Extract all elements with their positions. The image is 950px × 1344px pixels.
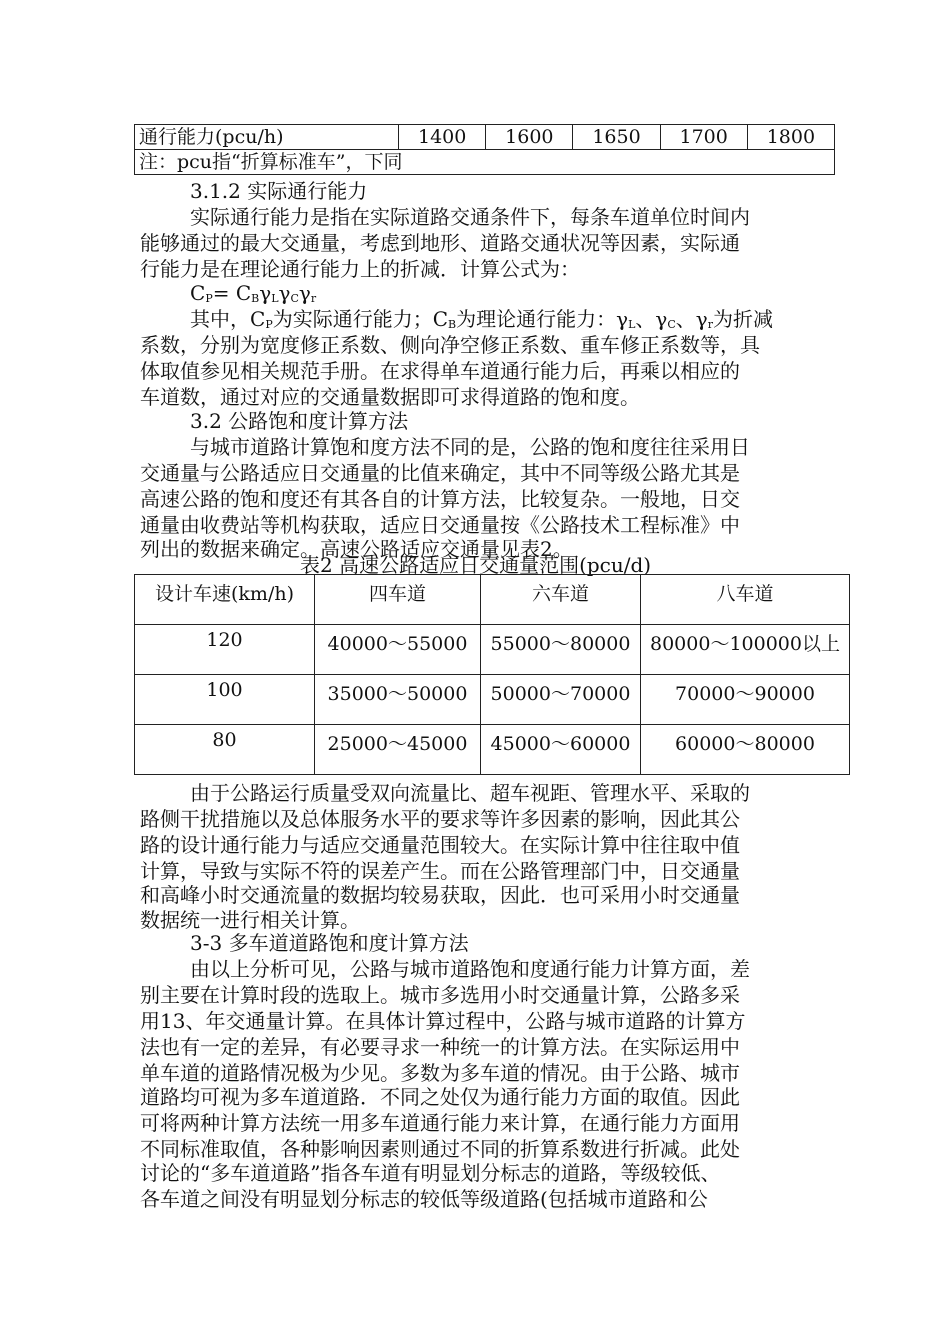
table-row bbox=[135, 125, 835, 150]
table-cell: 70000～90000 bbox=[641, 675, 850, 725]
table-cell: 1600 bbox=[486, 125, 573, 150]
paragraph-line: 通量由收费站等机构获取，适应日交通量按《公路技术工程标准》中 bbox=[140, 513, 740, 537]
paragraph-line: 路侧干扰措施以及总体服务水平的要求等许多因素的影响，因此其公 bbox=[140, 807, 740, 831]
paragraph-line: 法也有一定的差异，有必要寻求一种统一的计算方法。在实际运用中 bbox=[140, 1035, 740, 1059]
section-heading: 3-3 多车道道路饱和度计算方法 bbox=[190, 931, 469, 955]
paragraph-line: 数据统一进行相关计算。 bbox=[140, 908, 360, 932]
paragraph-line: 行能力是在理论通行能力上的折减．计算公式为： bbox=[140, 257, 580, 281]
section-heading: 3.1.2 实际通行能力 bbox=[190, 179, 368, 203]
table-header-cell: 四车道 bbox=[315, 575, 481, 625]
paragraph-line: 计算，导致与实际不符的误差产生。而在公路管理部门中，日交通量 bbox=[140, 859, 740, 883]
table-cell: 80000～100000以上 bbox=[641, 625, 850, 675]
section-heading: 3.2 公路饱和度计算方法 bbox=[190, 409, 409, 433]
paragraph-line: 与城市道路计算饱和度方法不同的是，公路的饱和度往往采用日 bbox=[190, 435, 750, 459]
table-cell: 1650 bbox=[573, 125, 660, 150]
paragraph-line: 能够通过的最大交通量，考虑到地形、道路交通状况等因素，实际通 bbox=[140, 231, 740, 255]
table-cell: 通行能力(pcu/h) bbox=[135, 125, 399, 150]
table-cell: 100 bbox=[135, 675, 315, 725]
paragraph-line: 由于公路运行质量受双向流量比、超车视距、管理水平、采取的 bbox=[190, 781, 750, 805]
table-cell: 55000～80000 bbox=[481, 625, 641, 675]
table-header-row bbox=[135, 575, 850, 625]
table-cell: 45000～60000 bbox=[481, 725, 641, 775]
table-cell: 1700 bbox=[660, 125, 747, 150]
paragraph-line: 道路均可视为多车道道路．不同之处仅为通行能力方面的取值。因此 bbox=[140, 1085, 740, 1109]
table-cell: 1800 bbox=[747, 125, 834, 150]
capacity-table bbox=[134, 124, 835, 175]
table-cell: 50000～70000 bbox=[481, 675, 641, 725]
paragraph-line: 系数，分别为宽度修正系数、侧向净空修正系数、重车修正系数等，具 bbox=[140, 333, 760, 357]
table-row bbox=[135, 625, 850, 675]
paragraph-line: 路的设计通行能力与适应交通量范围较大。在实际计算中往往取中值 bbox=[140, 833, 740, 857]
table-cell: 25000～45000 bbox=[315, 725, 481, 775]
table-header-cell: 设计车速(km/h) bbox=[135, 575, 315, 625]
table-row bbox=[135, 675, 850, 725]
table-cell: 120 bbox=[135, 625, 315, 675]
paragraph-line: 交通量与公路适应日交通量的比值来确定，其中不同等级公路尤其是 bbox=[140, 461, 740, 485]
paragraph-line: 别主要在计算时段的选取上。城市多选用小时交通量计算，公路多采 bbox=[140, 983, 740, 1007]
paragraph-line: 车道数，通过对应的交通量数据即可求得道路的饱和度。 bbox=[140, 385, 640, 409]
paragraph-line: 用13、年交通量计算。在具体计算过程中，公路与城市道路的计算方 bbox=[140, 1009, 746, 1033]
paragraph-line: 讨论的“多车道道路”指各车道有明显划分标志的道路，等级较低、 bbox=[140, 1161, 721, 1185]
table-header-cell: 六车道 bbox=[481, 575, 641, 625]
table-cell: 1400 bbox=[399, 125, 486, 150]
formula: $C_P= C_B\gamma_L\gamma_C\gamma_r$ bbox=[190, 281, 317, 305]
highway-volume-table bbox=[134, 574, 850, 775]
table-row bbox=[135, 150, 835, 175]
paragraph-line: 列出的数据来确定。高速公路适应交通量见表2。 bbox=[140, 537, 573, 561]
table-caption: 表2 高速公路适应日交通量范围(pcu/d) bbox=[300, 553, 652, 577]
paragraph-line: 各车道之间没有明显划分标志的较低等级道路(包括城市道路和公 bbox=[140, 1187, 708, 1211]
table-cell: 35000～50000 bbox=[315, 675, 481, 725]
paragraph-line: 和高峰小时交通流量的数据均较易获取，因此．也可采用小时交通量 bbox=[140, 883, 740, 907]
paragraph-line: 由以上分析可见，公路与城市道路饱和度通行能力计算方面，差 bbox=[190, 957, 750, 981]
table-cell: 60000～80000 bbox=[641, 725, 850, 775]
table-row bbox=[135, 725, 850, 775]
table-note: 注：pcu指“折算标准车”，下同 bbox=[135, 150, 835, 175]
paragraph-line: 高速公路的饱和度还有其各自的计算方法，比较复杂。一般地，日交 bbox=[140, 487, 740, 511]
paragraph-line: 单车道的道路情况极为少见。多数为多车道的情况。由于公路、城市 bbox=[140, 1061, 740, 1085]
table-cell: 40000～55000 bbox=[315, 625, 481, 675]
paragraph-line: 其中，$C_P$为实际通行能力；$C_B$为理论通行能力：$\gamma_L$、$\gamma_C$、$\gamma_r$为折减 bbox=[190, 307, 773, 331]
table-header-cell: 八车道 bbox=[641, 575, 850, 625]
paragraph-line: 可将两种计算方法统一用多车道通行能力来计算，在通行能力方面用 bbox=[140, 1111, 740, 1135]
paragraph-line: 不同标准取值，各种影响因素则通过不同的折算系数进行折减。此处 bbox=[140, 1137, 740, 1161]
paragraph-line: 实际通行能力是指在实际道路交通条件下，每条车道单位时间内 bbox=[190, 205, 750, 229]
paragraph-line: 体取值参见相关规范手册。在求得单车道通行能力后，再乘以相应的 bbox=[140, 359, 740, 383]
table-cell: 80 bbox=[135, 725, 315, 775]
